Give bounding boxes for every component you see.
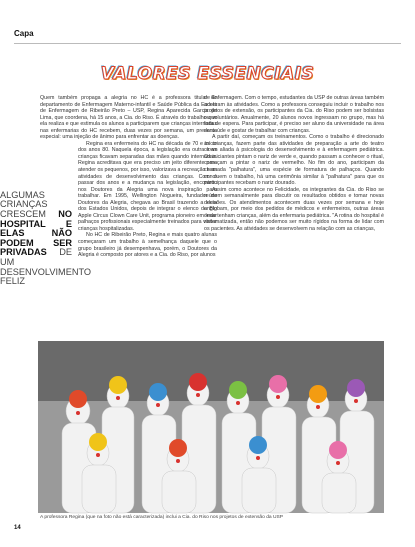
- article-headline: VALORES ESSENCIAIS: [100, 64, 315, 84]
- paragraph-5: A partir daí, começam os treinamentos. Como o trabalho é direcionado às crianças, fazem parte das atividades de preparação a arte do teatro clown aliada à psicologia do desenvolvimento e à enfermagem pediátrica. Os iniciantes pintam o nariz de verde e, quando passam a conhecer o ritual, começam a pintar o nariz de vermelho. No fim do ano, participam da chamada "palhatura", uma espécie de formatura de palhaços. Quando concluem o trabalho, há uma cerimônia similar à "palhatura" para que os participantes recebam o nariz dourado.: [204, 134, 384, 187]
- pull-quote-line3: DE UM: [0, 247, 72, 267]
- pull-quote-line4: DESENVOLVIMENTO FELIZ: [0, 266, 92, 287]
- right-column: [204, 95, 384, 345]
- paragraph-6: Assim como acontece no Felicidade, os integrantes da Cia. do Riso se reúnem semanalmente para discutir os resultados obtidos e tomar novas decisões. Os atendimentos acontecem duas vezes por semana e hoje englobam, por meio dos pedidos de médicos e enfermeiros, outras áreas onde tenham crianças, além da enfermaria pediátrica. "A rotina do hospital é sistematizada, então não podemos ser muito rígidos na forma de lidar com os pacientes. As atividades se desenvolvem na relação com as crianças,: [204, 186, 384, 232]
- paragraph-2: Regina era enfermeira do HC na década de 70 e início dos anos 80. Naquela época, a legislação era outra e as crianças ficavam separadas das mães quando internadas. Regina acreditava que era preciso um jeito diferente para atender os pequenos, por isso, valorizava a recreação e as atividades de desenvolvimento das crianças. Com o passar dos anos e a mudança na legislação, encontrou nos Doutores da Alegria uma nova inspiração para trabalhar. Em 1995, Wellington Nogueira, fundador do Doutores da Alegria, chegava ao Brasil trazendo a ideia dos Estados Unidos, depois de integrar o elenco da Big Apple Circus Clown Care Unit, programa pioneiro em levar palhaços profissionais especialmente treinados para visitar crianças hospitalizadas.: [78, 140, 217, 232]
- paragraph-1: Quem também propaga a alegria no HC é a professora titular do departamento de Enfermagem Materno-infantil e Saúde Pública da Escola de Enfermagem de Ribeirão Preto – USP, Regina Aparecida Garcia de Lima, que coordena, há 15 anos, a Cia. do Riso. É através do trabalho que ela realiza e que estimula os alunos a participarem que crianças internadas nas enfermarias do HC recebem, duas vezes por semana, um presente especial: uma injeção de ânimo para enfrentar as doenças.: [40, 95, 217, 141]
- photo-caption: A professora Regina (que na foto não está caracterizada) inclui a Cia. do Riso nos projetos de extensão da USP: [40, 515, 284, 520]
- paragraph-3: No HC de Ribeirão Preto, Regina e mais quatro alunas começaram um trabalho à semelhança daquele que o grupo brasileiro já desempenhava, porém, o Doutores da Alegria é composto por atores e a Cia. do Riso, por alunos: [78, 232, 217, 259]
- pull-quote-line1: ALGUMAS CRIANÇAS: [0, 189, 48, 210]
- section-label: Capa: [14, 29, 34, 38]
- group-photo-illustration: [38, 341, 384, 513]
- page-number: 14: [14, 525, 21, 531]
- pull-quote-strong: NO HOSPITAL E ELAS NÃO PODEM SER PRIVADAS: [0, 209, 72, 258]
- pull-quote-line2: CRESCEM: [0, 209, 46, 220]
- pull-quote: [0, 189, 92, 287]
- group-photo: [38, 341, 384, 513]
- top-divider: [14, 43, 401, 44]
- left-column: [0, 95, 217, 345]
- paragraph-4: de Enfermagem. Com o tempo, estudantes da USP de outras áreas também aderiram às atividades. Como a professora conseguiu incluir o trabalho nos projetos de extensão, os participantes da Cia. do Riso podem ser bolsistas ou voluntários. Anualmente, 20 alunos novos ingressam no grupo, mas há lista de espera. Para participar, é preciso ser aluno da universidade na área da saúde e gostar de trabalhar com crianças.: [204, 95, 384, 134]
